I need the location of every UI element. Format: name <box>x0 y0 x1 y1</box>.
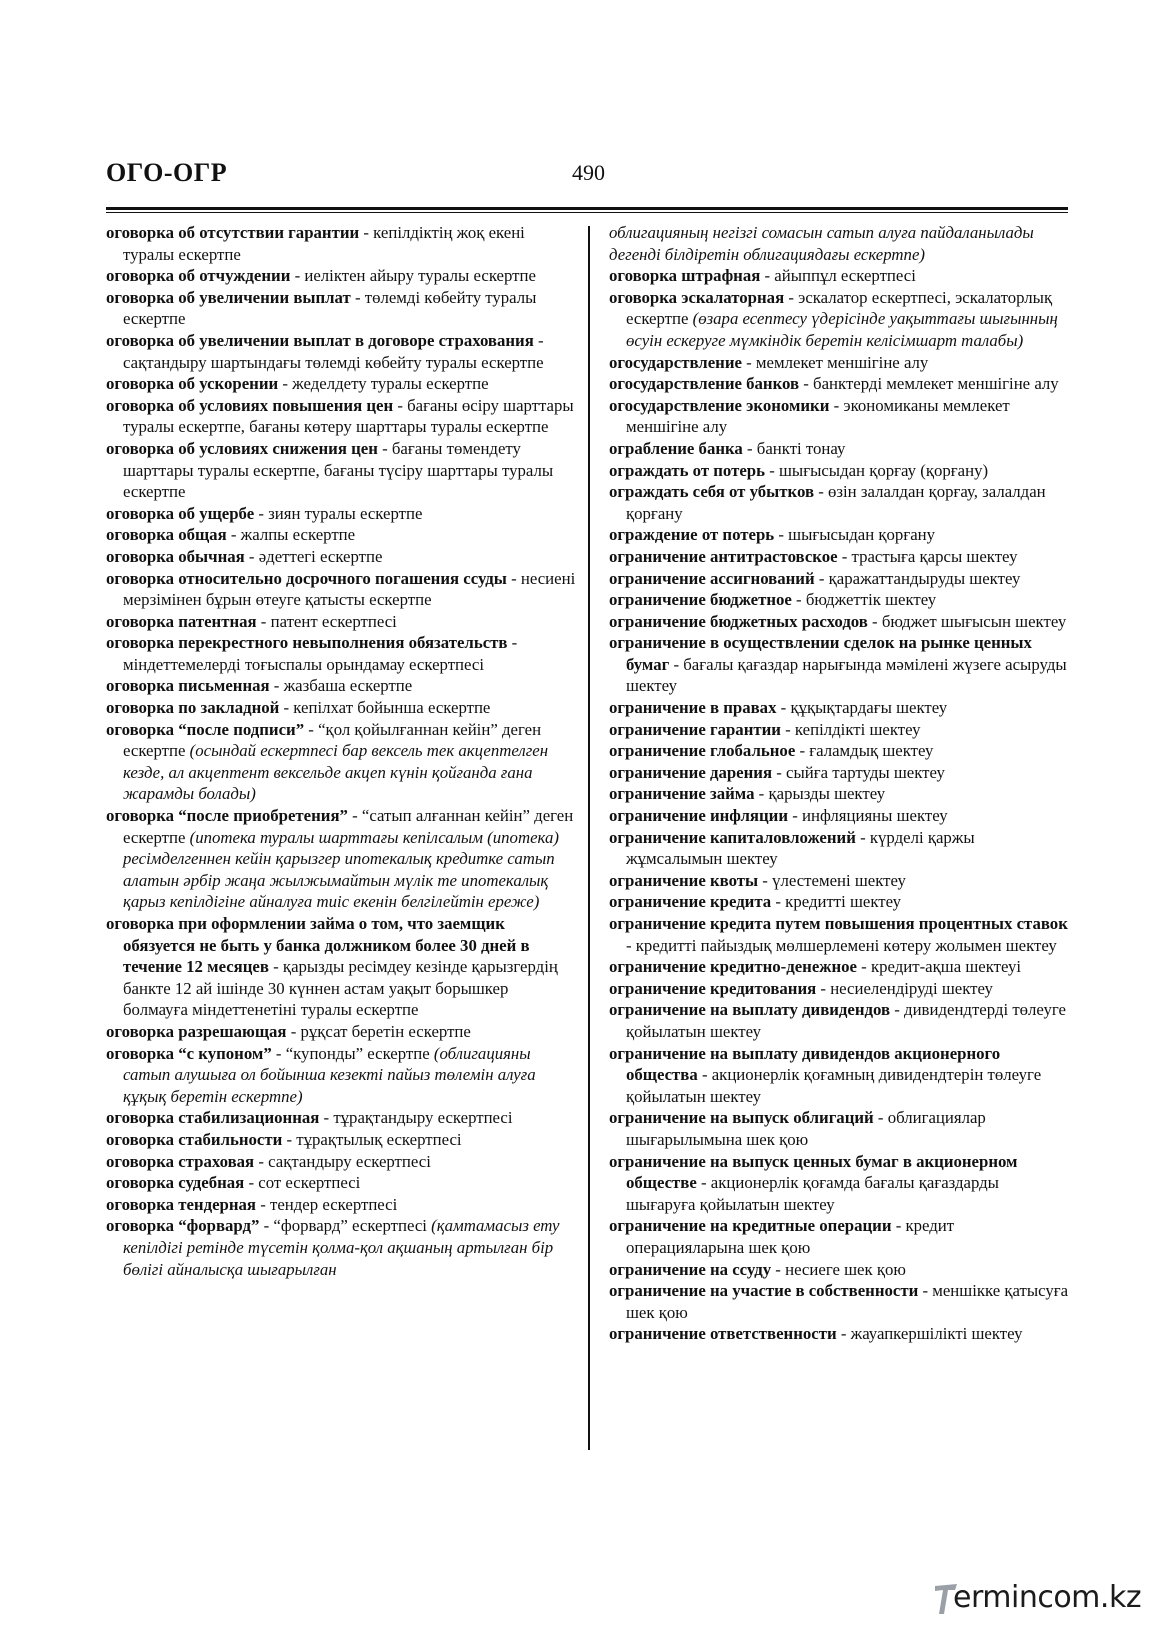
entry-term: оговорка перекрестного невыполнения обязательств <box>106 633 508 653</box>
entry-term: ограждение от потерь <box>609 525 775 545</box>
entry-definition: - сот ескертпесі <box>244 1173 361 1193</box>
entry-term: огосударствление <box>609 352 742 372</box>
entry-term: оговорка об ущербе <box>106 503 255 523</box>
dictionary-entry <box>106 805 576 913</box>
entry-term: оговорка страховая <box>106 1151 255 1171</box>
dictionary-entry <box>609 632 1071 697</box>
dictionary-entry <box>609 460 1071 482</box>
entry-definition: - акционерлік қоғамның дивидендтерін төлеуге қойылатын шектеу <box>626 1065 1042 1106</box>
dictionary-entry <box>609 373 1071 395</box>
header-rule-thin <box>106 212 1068 213</box>
entry-term: оговорка тендерная <box>106 1194 257 1214</box>
entry-term: оговорка “после приобретения” <box>106 806 348 826</box>
entry-definition: - кепілдікті шектеу <box>780 719 921 739</box>
entry-note: (облигацияны сатып алушыға ол бойынша кезекті пайыз төлемін алуға құқық беретін ескертпе) <box>123 1043 536 1106</box>
dictionary-entry <box>609 805 1071 827</box>
entry-definition: - шығысыдан қорғау (қорғану) <box>765 460 989 480</box>
entry-definition: - сақтандыру ескертпесі <box>254 1151 431 1171</box>
entry-definition: - зиян туралы ескертпе <box>254 503 423 523</box>
entry-definition: - кредитті шектеу <box>771 892 902 912</box>
dictionary-entry <box>106 675 576 697</box>
entry-definition: - облигациялар шығарылымына шек қою <box>626 1108 986 1149</box>
entry-term: ограничение инфляции <box>609 806 788 826</box>
entry-definition: - мемлекет меншігіне алу <box>741 352 929 372</box>
dictionary-entry <box>106 373 576 395</box>
entry-definition: - жеделдету туралы ескертпе <box>278 374 489 394</box>
dictionary-entry <box>106 1172 576 1194</box>
dictionary-entry <box>609 222 1071 265</box>
entry-term: огосударствление экономики <box>609 395 830 415</box>
entry-note: облигацияның негізгі сомасын сатып алуға пайдаланылады дегенді білдіретін облигациядағы ескертпе) <box>609 223 1034 264</box>
dictionary-entry <box>609 891 1071 913</box>
entry-term: оговорка общая <box>106 525 227 545</box>
entry-term: ограждать от потерь <box>609 460 766 480</box>
entry-note: (осындай ескертпесі бар вексель тек акцептелген кезде, ал акцептент вексельде акцеп күнін қойғанда ғана жарамды болады) <box>123 741 549 804</box>
entry-term: оговорка штрафная <box>609 266 761 286</box>
dictionary-entry <box>106 222 576 265</box>
entry-term: ограничение на выпуск ценных бумаг в акционерном обществе <box>609 1151 1018 1193</box>
entry-term: ограничение на участие в собственности <box>609 1281 919 1301</box>
entry-term: оговорка “с купоном” <box>106 1043 272 1063</box>
entry-definition: - бағалы қағаздар нарығында мәміленi жүзеге асыруды шектеу <box>626 654 1067 696</box>
entry-definition: - тұрақтылық ескертпесі <box>282 1129 462 1149</box>
entry-definition: - экономиканы мемлекет меншігіне алу <box>626 395 1010 437</box>
left-column <box>106 222 576 1280</box>
entry-definition: - кредит-ақша шектеуі <box>856 957 1022 977</box>
entry-term: ограничение квоты <box>609 870 759 890</box>
dictionary-entry <box>609 978 1071 1000</box>
entry-definition: - жалпы ескертпе <box>226 525 356 545</box>
entry-term: оговорка об условиях снижения цен <box>106 438 378 458</box>
dictionary-entry <box>106 697 576 719</box>
entry-definition: - ғаламдық шектеу <box>795 741 934 761</box>
dictionary-entry <box>609 1280 1071 1323</box>
entry-definition: - тендер ескертпесі <box>256 1194 398 1214</box>
entry-term: ограничение гарантии <box>609 719 781 739</box>
entry-definition: - жауапкершілікті шектеу <box>836 1324 1023 1344</box>
entry-definition: - бағаны өсіру шарттары туралы ескертпе, бағаны көтеру шарттары туралы ескертпе <box>123 395 574 437</box>
entry-definition: - патент ескертпесі <box>256 611 397 631</box>
entry-term: ограничение кредитования <box>609 978 817 998</box>
entry-term: оговорка судебная <box>106 1173 245 1193</box>
entry-term: оговорка об отчуждении <box>106 266 291 286</box>
entry-definition: - әдеттегі ескертпе <box>244 546 383 566</box>
entry-term: оговорка об увеличении выплат в договоре страхования <box>106 330 534 350</box>
dictionary-entry <box>106 524 576 546</box>
entry-term: оговорка относительно досрочного погашения ссуды <box>106 568 507 588</box>
dictionary-entry <box>609 395 1071 438</box>
entry-definition: - күрделі қаржы жұмсалымын шектеу <box>626 827 975 869</box>
entry-definition: - “форвард” ескертпесі <box>259 1216 432 1236</box>
entry-definition: - қарызды шектеу <box>754 784 886 804</box>
entry-term: оговорка “форвард” <box>106 1216 260 1236</box>
dictionary-entry <box>609 352 1071 374</box>
entry-term: ограбление банка <box>609 438 743 458</box>
entry-definition: - банкті тонау <box>742 438 846 458</box>
entry-term: оговорка об отсутствии гарантии <box>106 223 360 242</box>
entry-term: ограничение на ссуду <box>609 1259 772 1279</box>
dictionary-entry <box>106 1021 576 1043</box>
dictionary-entry <box>106 1129 576 1151</box>
entry-definition: - қарызды ресімдеу кезінде қарызгердің банкте 12 ай ішінде 30 күннен астам уақыт борышкер болмауға міндеттенетіні туралы ескертпе <box>123 957 558 1020</box>
entry-term: оговорка разрешающая <box>106 1021 287 1041</box>
entry-note: (қамтамасыз ету кепілдігі ретінде түсетін қолма-қол ақшаның артылған бір бөлігі айналысқа шығарылған <box>123 1216 560 1279</box>
dictionary-entry <box>609 1151 1071 1216</box>
page-number: 490 <box>572 160 605 185</box>
entry-term: оговорка “после подписи” <box>106 719 305 739</box>
entry-definition: - кредитті пайыздық мөлшерлемені көтеру жолымен шектеу <box>626 935 1057 955</box>
dictionary-entry <box>609 524 1071 546</box>
entry-definition: - үлестемені шектеу <box>758 870 906 890</box>
dictionary-entry <box>609 1107 1071 1150</box>
entry-term: ограничение кредита путем повышения процентных ставок <box>609 914 1068 933</box>
entry-term: оговорка патентная <box>106 611 257 631</box>
entry-definition: - қаражаттандыруды шектеу <box>814 568 1021 588</box>
dictionary-entry <box>609 265 1071 287</box>
entry-term: оговорка об условиях повышения цен <box>106 395 394 415</box>
entry-definition: - жазбаша ескертпе <box>269 676 413 696</box>
dictionary-entry <box>106 265 576 287</box>
entry-term: ограничение кредитно-денежное <box>609 957 857 977</box>
dictionary-entry <box>609 568 1071 590</box>
entry-definition: - иеліктен айыру туралы ескертпе <box>290 266 536 286</box>
dictionary-entry <box>609 1323 1071 1345</box>
entry-term: оговорка эскалаторная <box>609 287 785 307</box>
dictionary-entry <box>106 438 576 503</box>
dictionary-entry <box>106 330 576 373</box>
entry-definition: - рұқсат беретін ескертпе <box>286 1021 471 1041</box>
entry-definition: - кредит операцияларына шек қою <box>626 1216 955 1257</box>
dictionary-entry <box>609 1259 1071 1281</box>
entry-definition: - сыйға тартуды шектеу <box>772 762 945 782</box>
dictionary-entry <box>609 481 1071 524</box>
dictionary-entry <box>609 827 1071 870</box>
dictionary-entry <box>609 589 1071 611</box>
dictionary-entry <box>609 1043 1071 1108</box>
entry-term: ограничение в правах <box>609 698 777 718</box>
entry-term: ограждать себя от убытков <box>609 482 815 502</box>
dictionary-entry <box>609 546 1071 568</box>
dictionary-entry <box>106 913 576 1021</box>
dictionary-entry <box>609 697 1071 719</box>
entry-definition: - тұрақтандыру ескертпесі <box>319 1108 513 1128</box>
dictionary-entry <box>609 999 1071 1042</box>
entry-term: ограничение капиталовложений <box>609 827 856 847</box>
dictionary-entry <box>106 568 576 611</box>
dictionary-entry <box>609 719 1071 741</box>
entry-term: оговорка об ускорении <box>106 374 279 394</box>
entry-note: (ипотека туралы шарттағы кепілсалым (ипотека) ресімделгеннен кейін қарызгер ипотекалық кредитке сатып алатын әрбір жаңа жылжымайтын мүлік те ипотекалық қарыз кепілдігіне айналуға тиіс екенін белгілейтін ереже) <box>123 827 559 912</box>
dictionary-entry <box>609 783 1071 805</box>
entry-definition: - бюджеттік шектеу <box>791 590 937 610</box>
entry-term: ограничение на выпуск облигаций <box>609 1108 874 1128</box>
entry-term: оговорка стабилизационная <box>106 1108 320 1128</box>
entry-term: ограничение кредита <box>609 892 772 912</box>
entry-term: оговорка об увеличении выплат <box>106 287 351 307</box>
dictionary-entry <box>609 611 1071 633</box>
entry-term: оговорка обычная <box>106 546 245 566</box>
entry-term: ограничение на выплату дивидендов акционерного общества <box>609 1043 1001 1085</box>
entry-definition: - несиені мерзімінен бұрын өтеуге қатысты ескертпе <box>123 568 576 610</box>
entry-definition: - “купонды” ескертпе <box>271 1043 434 1063</box>
entry-definition: - құқықтардағы шектеу <box>776 698 948 718</box>
entry-definition: - банктерді мемлекет меншігіне алу <box>799 374 1059 394</box>
entry-term: ограничение на выплату дивидендов <box>609 1000 891 1020</box>
entry-definition: - кепілхат бойынша ескертпе <box>279 698 491 718</box>
entry-definition: - дивидендтерді төлеуге қойылатын шектеу <box>626 1000 1066 1041</box>
entry-definition: - төлемді көбейту туралы ескертпе <box>123 287 537 329</box>
entry-term: ограничение дарения <box>609 762 773 782</box>
entry-term: ограничение ассигнований <box>609 568 815 588</box>
termincom-watermark <box>935 1578 1142 1626</box>
entry-term: оговорка при оформлении займа о том, что заемщик обязуется не быть у банка должником более 30 дней в течение 12 месяцев <box>106 914 530 977</box>
column-divider <box>588 226 590 1450</box>
entry-note: (өзара есептесу үдерісінде уақыттағы шығынның өсуін ескеруге мүмкіндік беретін келісімшарт талабы) <box>626 309 1058 350</box>
header-rule-thick <box>106 207 1068 210</box>
dictionary-entry <box>106 1043 576 1108</box>
dictionary-entry <box>106 287 576 330</box>
entry-definition: - несиеге шек қою <box>771 1259 906 1279</box>
dictionary-entry <box>106 611 576 633</box>
entry-definition: - шығысыдан қорғану <box>774 525 936 545</box>
entry-term: ограничение глобальное <box>609 741 796 761</box>
entry-definition: - “сатып алғаннан кейін” деген ескертпе <box>123 806 574 847</box>
dictionary-entry <box>609 870 1071 892</box>
dictionary-entry <box>106 503 576 525</box>
entry-term: ограничение бюджетное <box>609 590 792 610</box>
dictionary-entry <box>609 740 1071 762</box>
entry-definition: - несиелендіруді шектеу <box>816 978 993 998</box>
entry-term: оговорка письменная <box>106 676 270 696</box>
dictionary-entry <box>106 1215 576 1280</box>
entry-definition: - меншікке қатысуға шек қою <box>626 1281 1069 1322</box>
entry-definition: - міндеттемелерді тоғыспалы орындамау ескертпесі <box>123 633 518 674</box>
entry-definition: - эскалатор ескертпесі, эскалаторлық ескертпе <box>626 287 1053 329</box>
dictionary-entry <box>609 1215 1071 1258</box>
entry-definition: - инфляцияны шектеу <box>788 806 948 826</box>
dictionary-entry <box>106 1107 576 1129</box>
dictionary-entry <box>106 1151 576 1173</box>
entry-term: огосударствление банков <box>609 374 800 394</box>
dictionary-entry <box>609 913 1071 956</box>
entry-definition: - трастыға қарсы шектеу <box>837 546 1018 566</box>
dictionary-entry <box>609 287 1071 352</box>
entry-term: оговорка стабильности <box>106 1129 283 1149</box>
entry-definition: - акционерлік қоғамда бағалы қағаздарды шығаруға қойылатын шектеу <box>626 1173 999 1214</box>
entry-definition: - кепілдіктің жоқ екені туралы ескертпе <box>123 223 525 264</box>
entry-definition: - бюджет шығысын шектеу <box>867 611 1067 631</box>
entry-term: ограничение ответственности <box>609 1324 837 1344</box>
dictionary-entry <box>106 719 576 805</box>
watermark-text: ermincom.kz <box>953 1580 1142 1615</box>
entry-term: ограничение на кредитные операции <box>609 1216 892 1236</box>
entry-term: ограничение займа <box>609 784 755 804</box>
entry-definition: - өзін залалдан қорғау, залалдан қорғану <box>626 482 1046 523</box>
entry-term: ограничение бюджетных расходов <box>609 611 868 631</box>
dictionary-entry <box>609 956 1071 978</box>
dictionary-entry <box>106 1194 576 1216</box>
entry-definition: - айыппұл ескертпесі <box>760 266 916 286</box>
dictionary-entry <box>609 438 1071 460</box>
entry-definition: - бағаны төмендету шарттары туралы ескертпе, бағаны түсіру шарттары туралы ескертпе <box>123 438 554 502</box>
dictionary-entry <box>106 395 576 438</box>
entry-definition: - “қол қойылғаннан кейін” деген ескертпе <box>123 719 542 761</box>
page-header-title: ОГО-ОГР <box>106 158 228 187</box>
right-column <box>609 222 1071 1345</box>
dictionary-entry <box>106 546 576 568</box>
entry-term: ограничение антитрастовское <box>609 546 838 566</box>
dictionary-entry <box>106 632 576 675</box>
entry-term: ограничение в осуществлении сделок на рынке ценных бумаг <box>609 633 1032 674</box>
entry-definition: - сақтандыру шартындағы төлемді көбейту туралы ескертпе <box>123 330 544 372</box>
dictionary-entry <box>609 762 1071 784</box>
entry-term: оговорка по закладной <box>106 698 280 718</box>
